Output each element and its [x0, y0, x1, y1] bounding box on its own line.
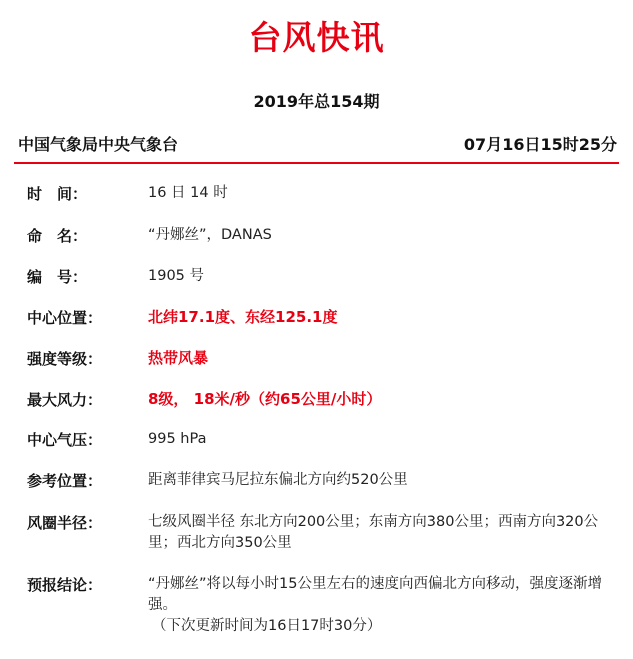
- row-label: 强度等级：: [27, 350, 103, 368]
- row-value: 1905 号: [148, 268, 205, 284]
- row-value-container: [148, 574, 618, 637]
- issue-datetime: 07月16日15时25分: [463, 135, 617, 154]
- row-label: 命 名：: [27, 227, 88, 245]
- row-value: 七级风圈半径 东北方向200公里；东南方向380公里；西南方向320公里；西北方向350公里: [148, 514, 599, 551]
- update-note: （下次更新时间为16日17时30分）: [152, 618, 382, 634]
- row-value: 995 hPa: [148, 431, 207, 447]
- row-value: 16 日 14 时: [148, 185, 228, 201]
- row-label: 中心气压：: [27, 431, 103, 449]
- row-value: 北纬17.1度、东经125.1度: [148, 308, 338, 326]
- row-label: 时 间：: [27, 185, 88, 203]
- row-label: 最大风力：: [27, 391, 103, 409]
- row-label: 预报结论：: [27, 576, 103, 594]
- row-value: 8级， 18米/秒（约65公里/小时）: [148, 390, 382, 408]
- agency-name: 中国气象局中央气象台: [18, 135, 179, 154]
- row-value: 距离菲律宾马尼拉东偏北方向约520公里: [148, 472, 408, 488]
- row-label: 编 号：: [27, 268, 88, 286]
- page-title: 台风快讯: [248, 18, 385, 57]
- row-label: 中心位置：: [27, 309, 103, 327]
- row-value: 热带风暴: [148, 349, 209, 367]
- row-label: 风圈半径：: [27, 514, 103, 532]
- row-value: “丹娜丝”，DANAS: [148, 227, 272, 243]
- header-divider: [14, 162, 619, 164]
- issue-number: 2019年总154期: [253, 92, 380, 111]
- row-label: 参考位置：: [27, 472, 103, 490]
- forecast-text: “丹娜丝”将以每小时15公里左右的速度向西偏北方向移动，强度逐渐增强。: [148, 576, 602, 613]
